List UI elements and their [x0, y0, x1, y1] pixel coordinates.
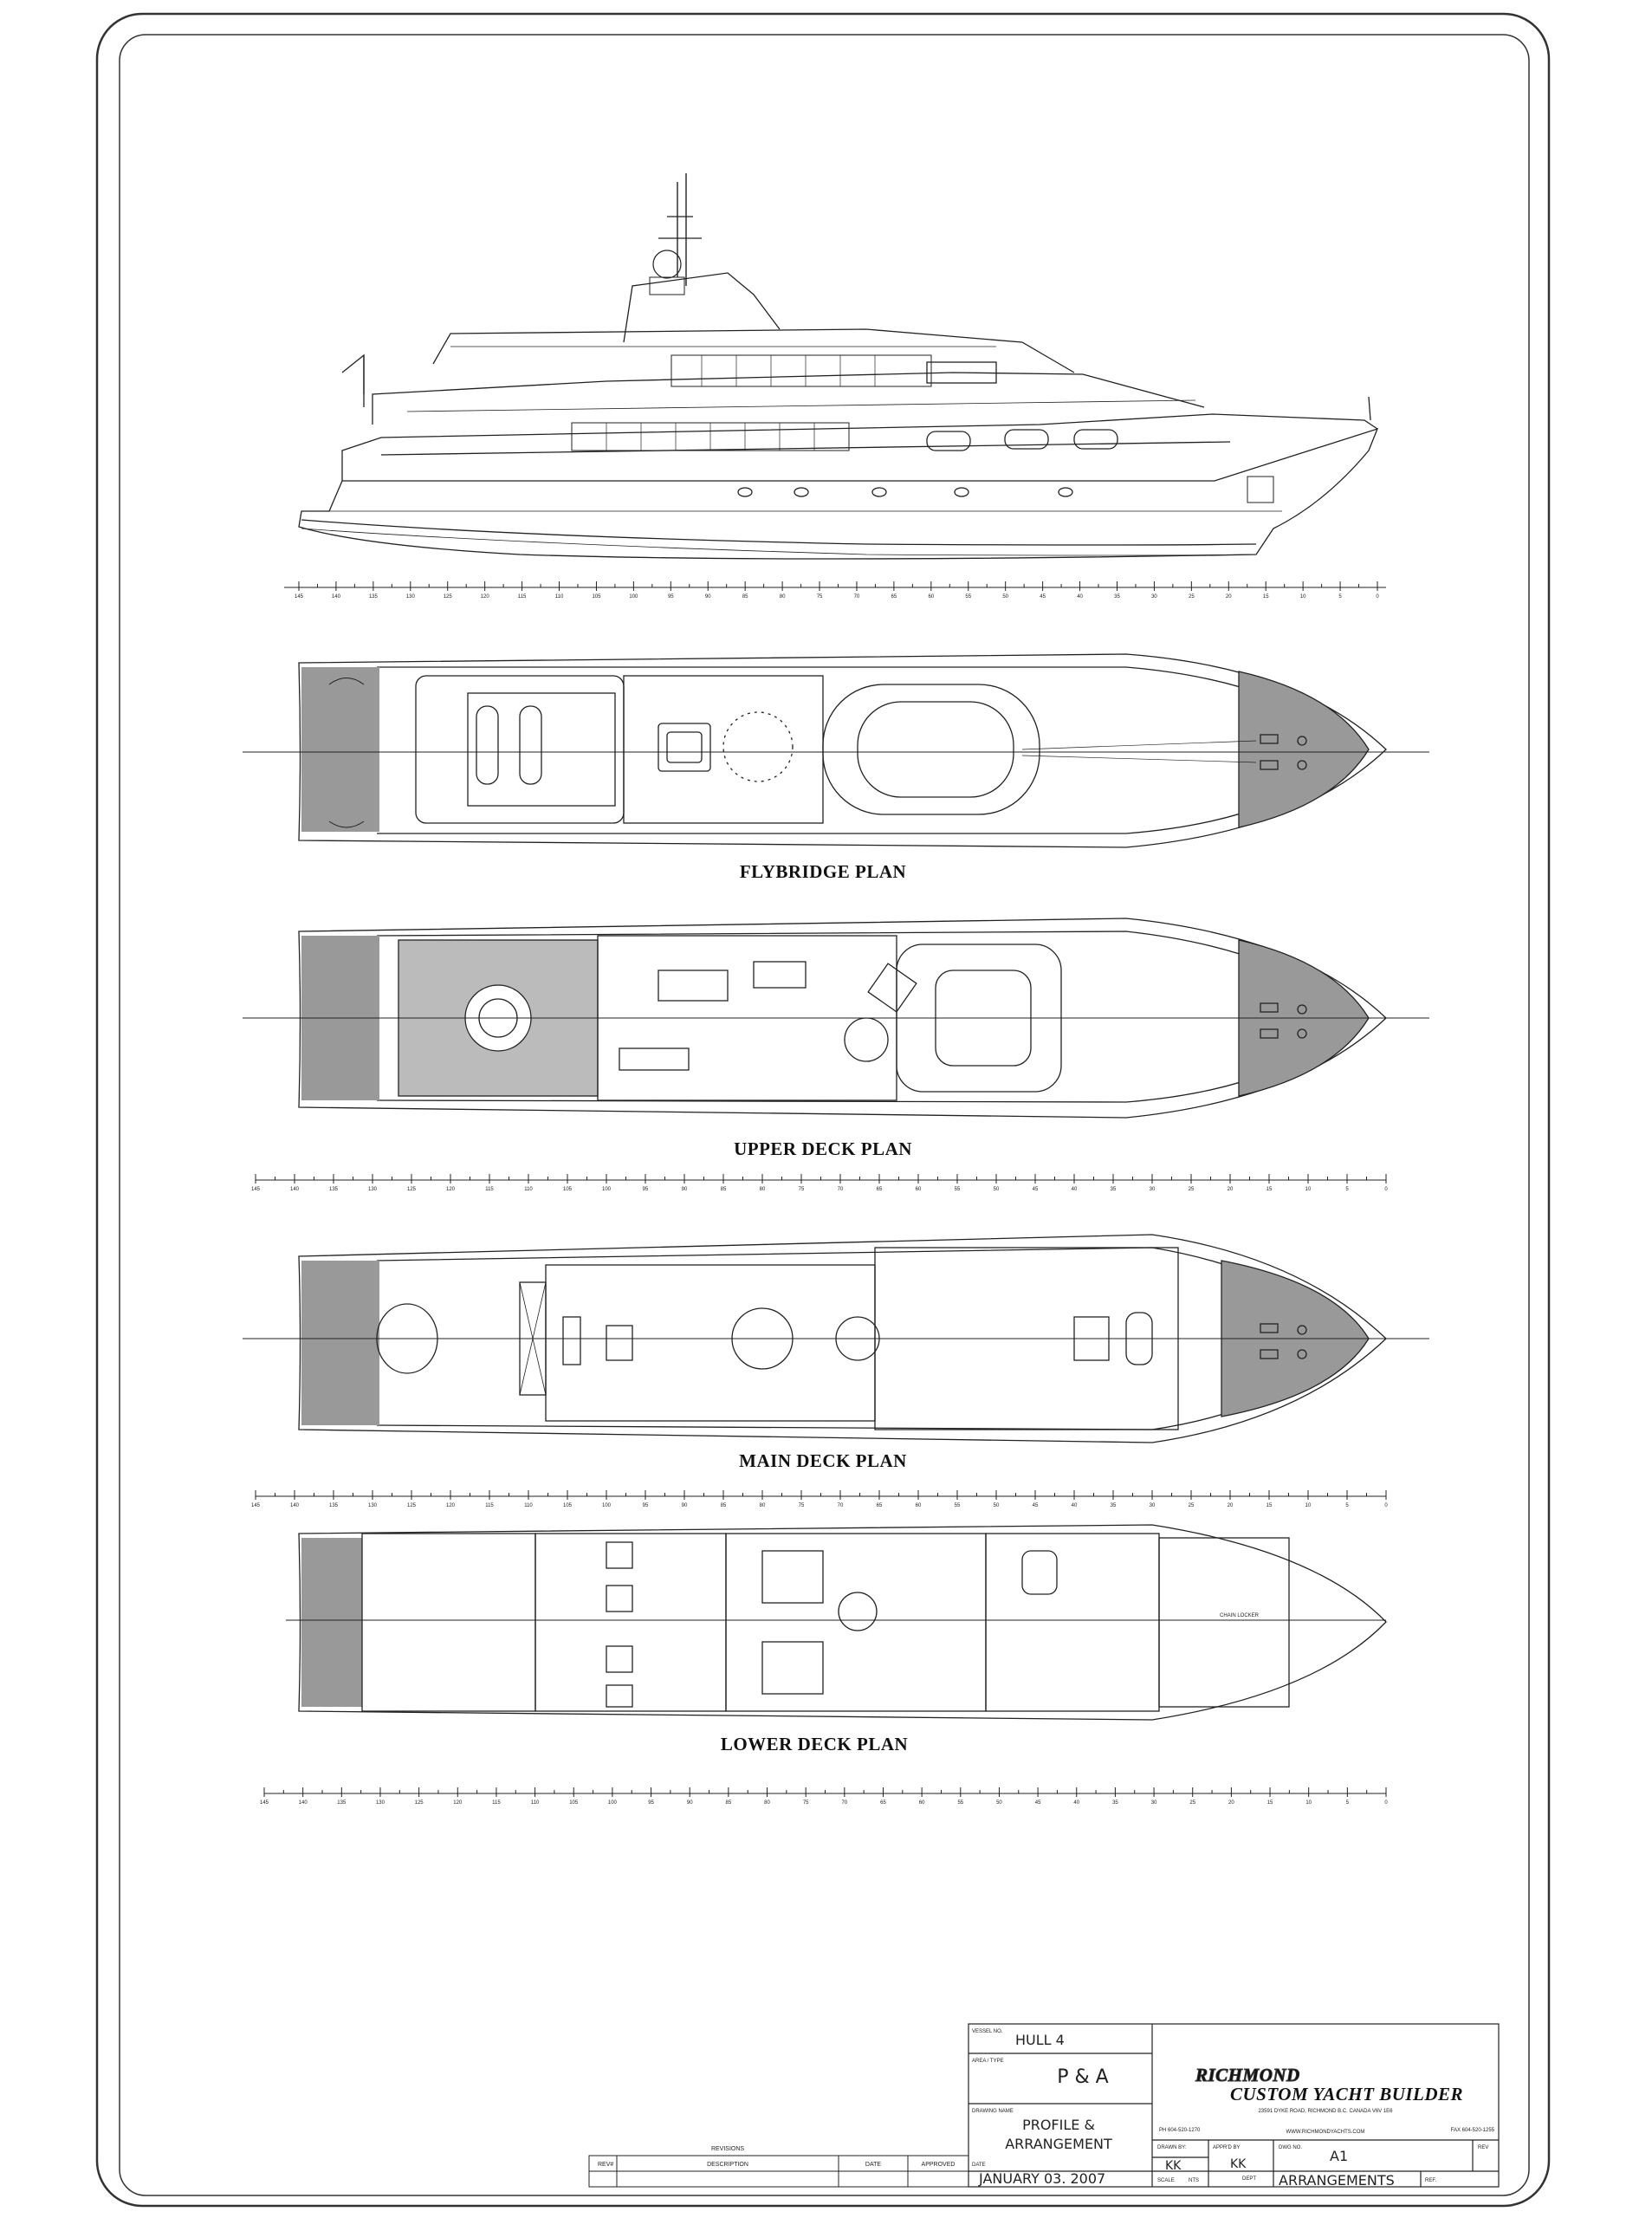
- ruler-label: 70: [853, 594, 860, 600]
- ruler-label: 115: [485, 1187, 494, 1192]
- ruler-label: 85: [742, 594, 748, 600]
- company-web: WWW.RICHMONDYACHTS.COM: [1286, 2130, 1365, 2135]
- ruler-label: 35: [1110, 1187, 1117, 1192]
- company-fax: FAX 604-520-1255: [1450, 2128, 1494, 2133]
- ruler-label: 10: [1305, 1503, 1312, 1508]
- dwg-value: A1: [1330, 2148, 1349, 2164]
- revisions-table: [589, 2156, 969, 2187]
- ruler-label: 90: [681, 1187, 688, 1192]
- ruler-label: 20: [1227, 1503, 1234, 1508]
- drawn-label: DRAWN BY:: [1157, 2145, 1187, 2150]
- ruler-label: 40: [1071, 1503, 1078, 1508]
- ruler-label: 115: [492, 1800, 501, 1806]
- ruler-label: 130: [405, 594, 415, 600]
- revisions-title: REVISIONS: [710, 2146, 745, 2152]
- lower-ruler: [260, 1787, 1388, 1806]
- scale-value: NTS: [1189, 2178, 1199, 2183]
- ruler-label: 85: [720, 1187, 727, 1192]
- rev-col-header: REV#: [598, 2162, 614, 2168]
- ruler-label: 95: [667, 594, 674, 600]
- ruler-label: 60: [918, 1800, 925, 1806]
- ruler-label: 65: [891, 594, 897, 600]
- ruler-label: 40: [1077, 594, 1083, 600]
- ruler-label: 130: [367, 1187, 378, 1192]
- ruler-label: 70: [837, 1187, 844, 1192]
- main-ruler: [251, 1490, 1388, 1508]
- ruler-label: 95: [648, 1800, 654, 1806]
- ruler-label: 20: [1225, 594, 1232, 600]
- lower-deck-plan-title: LOWER DECK PLAN: [720, 1734, 909, 1754]
- ruler-label: 120: [445, 1503, 456, 1508]
- ruler-label: 90: [681, 1503, 688, 1508]
- ruler-label: 10: [1305, 1187, 1312, 1192]
- area-label: AREA / TYPE: [972, 2059, 1004, 2064]
- ruler-label: 45: [1040, 594, 1046, 600]
- ruler-label: 135: [328, 1187, 339, 1192]
- vessel-label: VESSEL NO.: [972, 2029, 1003, 2034]
- ruler-label: 55: [954, 1187, 961, 1192]
- ruler-label: 55: [954, 1503, 961, 1508]
- ruler-label: 50: [993, 1503, 1000, 1508]
- ruler-label: 55: [957, 1800, 964, 1806]
- scale-label: SCALE: [1157, 2178, 1175, 2183]
- ruler-label: 10: [1305, 1800, 1312, 1806]
- upper-deck-plan: [243, 918, 1429, 1118]
- ruler-label: 5: [1345, 1503, 1349, 1508]
- ruler-label: 45: [1032, 1187, 1039, 1192]
- ruler-label: 80: [764, 1800, 770, 1806]
- ruler-label: 60: [928, 594, 935, 600]
- ruler-label: 100: [629, 594, 638, 600]
- ruler-label: 140: [298, 1800, 308, 1806]
- ruler-label: 105: [562, 1187, 573, 1192]
- ruler-label: 145: [259, 1800, 269, 1806]
- ruler-label: 135: [328, 1503, 339, 1508]
- ruler-label: 0: [1384, 1187, 1388, 1192]
- ruler-label: 25: [1188, 1503, 1195, 1508]
- dwg-label: DWG NO.: [1279, 2145, 1302, 2150]
- main-deck-plan-title: MAIN DECK PLAN: [739, 1450, 907, 1471]
- chain-locker-label: CHAIN LOCKER: [1220, 1613, 1260, 1618]
- ruler-label: 100: [601, 1503, 612, 1508]
- drawing-value-2: ARRANGEMENT: [1005, 2136, 1112, 2152]
- portholes: [738, 488, 1072, 496]
- flybridge-plan-title: FLYBRIDGE PLAN: [739, 861, 907, 882]
- ruler-label: 90: [704, 594, 711, 600]
- main-deck-plan: [243, 1235, 1429, 1443]
- rev-label: REV: [1478, 2145, 1489, 2150]
- ruler-label: 5: [1345, 1187, 1349, 1192]
- ruler-label: 75: [816, 594, 823, 600]
- ruler-label: 5: [1338, 594, 1342, 600]
- ruler-label: 35: [1112, 1800, 1118, 1806]
- ruler-label: 10: [1299, 594, 1306, 600]
- ruler-label: 75: [798, 1503, 805, 1508]
- ruler-label: 105: [592, 594, 601, 600]
- ruler-label: 115: [517, 594, 527, 600]
- ruler-label: 85: [725, 1800, 732, 1806]
- apprd-value: KK: [1230, 2157, 1247, 2171]
- profile-view: [299, 173, 1377, 559]
- ruler-label: 60: [915, 1503, 922, 1508]
- ruler-label: 40: [1071, 1187, 1078, 1192]
- ruler-label: 95: [642, 1503, 649, 1508]
- vessel-value: HULL 4: [1015, 2032, 1065, 2048]
- ruler-label: 60: [915, 1187, 922, 1192]
- ruler-label: 25: [1188, 1187, 1195, 1192]
- date-label: DATE: [972, 2163, 986, 2168]
- ruler-label: 15: [1266, 1187, 1273, 1192]
- ruler-label: 110: [524, 1503, 533, 1508]
- upper-deck-plan-title: UPPER DECK PLAN: [734, 1138, 912, 1159]
- ruler-label: 145: [294, 594, 304, 600]
- company-phone: PH 604-520-1270: [1159, 2128, 1201, 2133]
- ruler-label: 0: [1384, 1800, 1388, 1806]
- ruler-label: 50: [993, 1187, 1000, 1192]
- upper-ruler: [251, 1174, 1388, 1192]
- drawn-value: KK: [1165, 2159, 1182, 2173]
- drawing-value-1: PROFILE &: [1022, 2117, 1095, 2133]
- company-address: 23591 DYKE ROAD, RICHMOND B.C. CANADA V6V 1E6: [1258, 2109, 1393, 2114]
- flybridge-plan: [243, 654, 1429, 847]
- ruler-label: 140: [331, 594, 340, 600]
- ruler-label: 65: [876, 1503, 883, 1508]
- ruler-label: 50: [1002, 594, 1009, 600]
- outer-border: [97, 14, 1549, 2206]
- lower-deck-plan: [286, 1525, 1386, 1720]
- ruler-label: 130: [375, 1800, 385, 1806]
- ruler-label: 80: [759, 1503, 766, 1508]
- drawing-label: DRAWING NAME: [972, 2109, 1014, 2114]
- ruler-label: 15: [1267, 1800, 1273, 1806]
- ruler-label: 5: [1345, 1800, 1350, 1806]
- ruler-label: 45: [1034, 1800, 1041, 1806]
- area-value: P & A: [1057, 2066, 1109, 2088]
- ruler-label: 120: [480, 594, 489, 600]
- ruler-label: 115: [485, 1503, 494, 1508]
- ruler-label: 85: [720, 1503, 727, 1508]
- ruler-label: 110: [524, 1187, 533, 1192]
- ruler-label: 45: [1032, 1503, 1039, 1508]
- ref-label: REF.: [1425, 2178, 1437, 2183]
- ruler-label: 110: [554, 594, 564, 600]
- ruler-label: 145: [250, 1187, 261, 1192]
- ruler-label: 100: [607, 1800, 617, 1806]
- ruler-label: 90: [686, 1800, 693, 1806]
- date-col-header: DATE: [865, 2162, 882, 2168]
- ruler-label: 95: [642, 1187, 649, 1192]
- ruler-label: 120: [445, 1187, 456, 1192]
- ruler-label: 0: [1376, 594, 1379, 600]
- ruler-label: 40: [1073, 1800, 1080, 1806]
- ruler-label: 70: [841, 1800, 848, 1806]
- svg-text:RICHMOND: RICHMOND: [1195, 2065, 1300, 2085]
- ruler-label: 125: [406, 1187, 417, 1192]
- ruler-label: 120: [453, 1800, 463, 1806]
- ruler-label: 35: [1114, 594, 1120, 600]
- ruler-label: 30: [1149, 1503, 1156, 1508]
- ruler-label: 125: [443, 594, 452, 600]
- dept-label: DEPT: [1242, 2176, 1257, 2182]
- ruler-label: 50: [996, 1800, 1002, 1806]
- ruler-label: 100: [601, 1187, 612, 1192]
- ruler-label: 110: [530, 1800, 540, 1806]
- ruler-label: 65: [876, 1187, 883, 1192]
- ruler-label: 80: [759, 1187, 766, 1192]
- ruler-label: 55: [965, 594, 972, 600]
- ruler-label: 135: [368, 594, 378, 600]
- ruler-label: 145: [250, 1503, 261, 1508]
- ruler-label: 30: [1151, 594, 1157, 600]
- apprd-label: APPR'D BY: [1213, 2145, 1241, 2150]
- ruler-label: 140: [289, 1187, 300, 1192]
- ruler-label: 125: [414, 1800, 424, 1806]
- ruler-label: 80: [779, 594, 786, 600]
- ruler-label: 0: [1384, 1503, 1388, 1508]
- ruler-label: 140: [289, 1503, 300, 1508]
- desc-col-header: DESCRIPTION: [707, 2162, 748, 2168]
- ruler-label: 30: [1150, 1800, 1157, 1806]
- ruler-label: 25: [1189, 594, 1195, 600]
- date-value: JANUARY 03. 2007: [979, 2170, 1106, 2187]
- ruler-label: 15: [1266, 1503, 1273, 1508]
- ruler-label: 130: [367, 1503, 378, 1508]
- ruler-label: 20: [1227, 1187, 1234, 1192]
- dept-value: ARRANGEMENTS: [1279, 2172, 1395, 2189]
- ruler-label: 15: [1262, 594, 1269, 600]
- ruler-label: 75: [802, 1800, 809, 1806]
- approved-col-header: APPROVED: [921, 2162, 956, 2168]
- ruler-label: 25: [1189, 1800, 1196, 1806]
- company-logo: [1195, 2065, 1463, 2105]
- svg-text:CUSTOM YACHT BUILDER: CUSTOM YACHT BUILDER: [1230, 2084, 1464, 2105]
- ruler-label: 105: [562, 1503, 573, 1508]
- ruler-label: 75: [798, 1187, 805, 1192]
- ruler-label: 30: [1149, 1187, 1156, 1192]
- inner-border: [120, 35, 1529, 2195]
- profile-ruler: [284, 581, 1386, 600]
- ruler-label: 125: [406, 1503, 417, 1508]
- ruler-label: 65: [880, 1800, 886, 1806]
- ruler-label: 105: [569, 1800, 579, 1806]
- ruler-label: 135: [337, 1800, 347, 1806]
- ruler-label: 70: [837, 1503, 844, 1508]
- ruler-label: 35: [1110, 1503, 1117, 1508]
- ruler-label: 20: [1228, 1800, 1234, 1806]
